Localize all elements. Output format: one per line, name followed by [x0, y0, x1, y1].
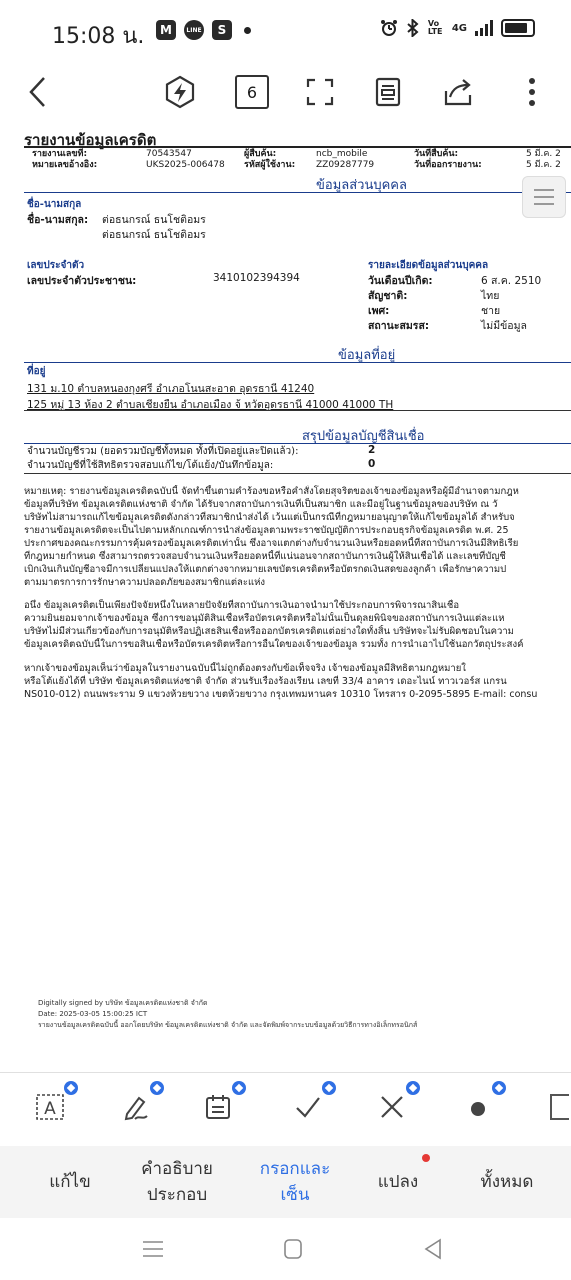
note-line: หรือโต้แย้งได้ที่ บริษัท ข้อมูลเครดิตแห่งชาติ จำกัด ส่วนรับเรื่องร้องเรียน เลขที่ 33/4 อาคาร เดอะไนน์ ทาวเวอร์ส แกรน	[24, 676, 507, 687]
premium-badge-icon	[232, 1081, 246, 1095]
home-icon	[276, 1234, 310, 1264]
id-label: เลขประจำตัวประชาชน:	[27, 275, 137, 287]
notification-dot-icon	[422, 1154, 430, 1162]
tab-edit[interactable]	[30, 1146, 110, 1218]
chevron-left-icon	[26, 75, 50, 109]
pen-sign-icon	[121, 1092, 151, 1122]
id-value: 3410102394394	[213, 272, 300, 284]
total-accounts-value: 2	[368, 444, 376, 456]
premium-badge-icon	[322, 1081, 336, 1095]
tab-comment-label	[141, 1156, 213, 1208]
address-heading: ข้อมูลที่อยู่	[338, 348, 396, 363]
dob-value: 6 ส.ค. 2510	[481, 275, 542, 287]
tab-edit-label: แก้ไข	[49, 1172, 91, 1192]
line-icon: LINE	[184, 20, 204, 40]
ref-no-label: หมายเลขอ้างอิง:	[32, 160, 98, 170]
page-count: 6	[235, 75, 269, 109]
back-nav-button[interactable]	[416, 1234, 450, 1264]
name-label: ชื่อ-นามสกุล:	[27, 214, 89, 226]
address-subheading: ที่อยู่	[27, 366, 46, 377]
premium-badge-icon	[64, 1081, 78, 1095]
ref-no: UKS2025-006478	[146, 160, 225, 170]
signature-line-2: Date: 2025-03-05 15:00:25 ICT	[38, 1010, 148, 1018]
dot-icon	[463, 1092, 493, 1122]
share-icon	[442, 77, 474, 107]
note-line: บริษัทไม่สามารถแก้ไขข้อมูลเครดิตดังกล่าวที่สมาชิกนำส่งได้ เว้นแต่เป็นกรณีที่กฎหมายอนุญาตให้แก้ไขข้อมูลได้ สำหรับจ	[24, 512, 515, 523]
battery-icon	[501, 19, 535, 37]
note-line: ประกาศของคณะกรรมการคุ้มครองข้อมูลเครดิตเท่านั้น ซึ่งอาจแตกต่างกับจำนวนเงินหรือยอดหนี้ที่สถาบันการเงินมีสิทธิเรีย	[24, 538, 519, 549]
note-line: บริษัทไม่มีส่วนเกี่ยวข้องกับการอนุมัติหรือปฏิเสธสินเชื่อหรือออกบัตรเครดิตแต่อย่างใดทั้งสิ้น บริษัทจะไม่รับผิดชอบในความ	[24, 626, 514, 637]
name-heading: ชื่อ-นามสกุล	[27, 199, 82, 210]
volte-label: Vo LTE	[427, 19, 443, 36]
status-right-icons	[380, 19, 535, 37]
premium-badge-icon	[492, 1081, 506, 1095]
rectangle-tool-icon	[539, 1092, 569, 1122]
dispute-accounts-value: 0	[368, 458, 376, 470]
tab-convert-label: แปลง	[377, 1172, 419, 1192]
signature-tool-button[interactable]	[116, 1087, 156, 1127]
note-line: เบิกเงินเกินบัญชีอาจมีการเปลี่ยนแปลงให้แตกต่างจากหมายเลขบัตรเครดิตหรือบัตรกดเงินสดของลูกค้า เพื่อรักษาความป	[24, 564, 507, 575]
pdf-document[interactable]	[0, 128, 571, 1068]
fill-sign-toolbar	[0, 1072, 571, 1145]
personal-info-heading: ข้อมูลส่วนบุคคล	[316, 178, 407, 193]
query-date-label: วันที่สืบค้น:	[414, 149, 459, 159]
document-view-icon	[374, 77, 402, 107]
menu-line-icon	[534, 196, 554, 198]
system-navigation-bar	[0, 1218, 571, 1280]
date-tool-button[interactable]	[198, 1087, 238, 1127]
id-heading: เลขประจำตัว	[27, 260, 85, 271]
more-notifications-icon	[244, 27, 251, 34]
checkmark-icon	[293, 1092, 323, 1122]
name-value-2: ต่อธนกรณ์ ธนโชติอมร	[102, 229, 206, 241]
address-bottom-divider	[24, 410, 571, 411]
calendar-icon	[203, 1092, 233, 1122]
more-tools-button[interactable]	[536, 1087, 571, 1127]
signature-line-3: รายงานข้อมูลเครดิตฉบับนี้ ออกโดยบริษัท ข้อมูลเครดิตแห่งชาติ จำกัด และจัดพิมพ์จากระบบข้อมูลด้วยวิธีการทางอิเล็กทรอนิกส์	[38, 1021, 418, 1029]
note-line: ที่กฎหมายกำหนด ซึ่งสามารถตรวจสอบจำนวนเงินหรือยอดหนี้ที่แน่นอนจากสถาบันการเงินผู้ให้สินเชื่อได้ และเลขที่บัญชี	[24, 551, 506, 562]
cross-icon	[377, 1092, 407, 1122]
dispute-accounts-label: จำนวนบัญชีที่ใช้สิทธิตรวจสอบแก้ไข/โต้แย้ง/บันทึกข้อมูล:	[27, 460, 274, 471]
menu-line-icon	[534, 189, 554, 191]
home-button[interactable]	[276, 1234, 310, 1264]
report-date-label: วันที่ออกรายงาน:	[414, 160, 482, 170]
menu-line-icon	[534, 203, 554, 205]
note-line: ข้อมูลที่บริษัท ข้อมูลเครดิตแห่งชาติ จำกัด ได้รับจากสถาบันการเงินที่เป็นสมาชิก และมีอยู่ในฐานข้อมูลของบริษัท ณ วั	[24, 499, 498, 510]
svg-text:A: A	[44, 1099, 56, 1119]
checkmark-tool-button[interactable]	[288, 1087, 328, 1127]
premium-badge-icon	[150, 1081, 164, 1095]
note-line: รายงานข้อมูลเครดิตจะเป็นไปตามหลักเกณฑ์การนำส่งข้อมูลตามพระราชบัญญัติการประกอบธุรกิจข้อมูลเครดิต พ.ศ. 25	[24, 525, 509, 536]
report-no: 70543547	[146, 149, 192, 159]
tab-all[interactable]	[452, 1146, 562, 1218]
dob-label: วันเดือนปีเกิด:	[368, 275, 433, 287]
tab-fill-and-sign-label	[260, 1156, 330, 1208]
note-line: ความยินยอมจากเจ้าของข้อมูล ซึ่งการขอนุมัติสินเชื่อหรือบัตรเครดิตหรือไม่นั้นเป็นดุลยพินิจของสถาบันการเงินแต่ละแห	[24, 613, 505, 624]
viewer-toolbar	[0, 62, 571, 122]
total-accounts-label: จำนวนบัญชีรวม (ยอดรวมบัญชีทั้งหมด ทั้งที่เปิดอยู่และปิดแล้ว):	[27, 446, 299, 457]
text-tool-button[interactable]	[30, 1087, 70, 1127]
reading-mode-button[interactable]	[370, 74, 406, 110]
status-app-icons	[156, 20, 251, 40]
personal-detail-heading: รายละเอียดข้อมูลส่วนบุคคล	[368, 260, 489, 271]
share-button[interactable]	[440, 74, 476, 110]
nationality-label: สัญชาติ:	[368, 290, 408, 302]
ai-assistant-button[interactable]	[162, 74, 198, 110]
note-line: หากเจ้าของข้อมูลเห็นว่าข้อมูลในรายงานฉบับนี้ไม่ถูกต้องตรงกับข้อเท็จจริง เจ้าของข้อมูลมีสิทธิตามกฎหมายใ	[24, 663, 466, 674]
tab-comment-label-line-1: คำอธิบาย	[141, 1159, 213, 1179]
note-line: ข้อมูลเครดิตฉบับนี้ในการขอสินเชื่อหรือบัตรเครดิตหรือการอื่นใดของเจ้าของข้อมูล รวมทั้ง การนำเอาไปใช้นอกวัตถุประสงค์	[24, 639, 524, 650]
account-bottom-divider	[24, 473, 571, 474]
bluetooth-icon	[406, 19, 420, 37]
sex-value: ชาย	[481, 305, 501, 317]
premium-badge-icon	[406, 1081, 420, 1095]
note-line: อนึ่ง ข้อมูลเครดิตเป็นเพียงปัจจัยหนึ่งในหลายปัจจัยที่สถาบันการเงินอาจนำมาใช้ประกอบการพิจารณาสินเชื่อ	[24, 600, 460, 611]
status-time: 15:08 น.	[52, 24, 145, 49]
account-summary-heading: สรุปข้อมูลบัญชีสินเชื่อ	[302, 429, 425, 444]
text-field-icon	[35, 1092, 65, 1122]
address-divider	[24, 362, 571, 363]
dot-tool-button[interactable]	[458, 1087, 498, 1127]
more-vertical-icon	[528, 77, 536, 107]
query-date: 5 มี.ค. 2	[526, 149, 561, 159]
sex-label: เพศ:	[368, 305, 390, 317]
status-bar	[0, 0, 571, 60]
user-code-label: รหัสผู้ใช้งาน:	[244, 160, 296, 170]
alarm-icon	[380, 19, 398, 37]
note-line: NS010-012) ถนนพระราม 9 แขวงห้วยขวาง เขตห้วยขวาง กรุงเทพมหานคร 10310 โทรสาร 0-2095-5895 E-mail: consu	[24, 689, 538, 700]
tab-fill-and-sign[interactable]	[240, 1146, 350, 1218]
address-line-1: 131 ม.10 ตำบลหนองกุงศรี อำเภอโนนสะอาด อุดรธานี 41240	[27, 383, 315, 395]
more-options-button[interactable]	[514, 74, 550, 110]
network-label: 4G	[451, 22, 467, 34]
signal-icon	[475, 20, 493, 36]
document-title: รายงานข้อมูลเครดิต	[24, 131, 157, 149]
tab-fill-and-sign-label-line-1: กรอกและ	[259, 1159, 331, 1179]
lightning-hexagon-icon	[163, 75, 197, 109]
recent-apps-button[interactable]	[136, 1234, 170, 1264]
requester-label: ผู้สืบค้น:	[244, 149, 277, 159]
report-date: 5 มี.ค. 2	[526, 160, 561, 170]
recent-apps-icon	[136, 1234, 170, 1264]
fullscreen-button[interactable]	[302, 74, 338, 110]
gmail-icon: M	[156, 20, 176, 40]
bottom-tab-bar	[0, 1146, 571, 1218]
cross-tool-button[interactable]	[372, 1087, 412, 1127]
report-no-label: รายงานเลขที่:	[32, 149, 88, 159]
tab-convert[interactable]	[360, 1146, 436, 1218]
address-line-2: 125 หมู่ 13 ห้อง 2 ตำบลเชียงยืน อำเภอเมือง จ้ หวัดอุดรธานี 41000 41000 TH	[27, 399, 394, 411]
fullscreen-icon	[305, 77, 335, 107]
marital-value: ไม่มีข้อมูล	[481, 320, 527, 332]
tab-comment[interactable]	[122, 1146, 232, 1218]
tab-fill-and-sign-label-line-2: เซ็น	[280, 1185, 310, 1205]
signature-line-1: Digitally signed by บริษัท ข้อมูลเครดิตแห่งชาติ จำกัด	[38, 999, 208, 1007]
marital-label: สถานะสมรส:	[368, 320, 430, 332]
name-value-1: ต่อธนกรณ์ ธนโชติอมร	[102, 214, 206, 226]
s-app-icon: S	[212, 20, 232, 40]
nationality-value: ไทย	[481, 290, 500, 302]
tab-comment-label-line-2: ประกอบ	[146, 1185, 208, 1205]
note-line: ตามมาตรการการรักษาความปลอดภัยของสมาชิกแต่ละแห่ง	[24, 577, 265, 588]
document-menu-button[interactable]	[522, 176, 566, 218]
tab-all-label: ทั้งหมด	[480, 1172, 534, 1192]
note-line: หมายเหตุ: รายงานข้อมูลเครดิตฉบับนี้ จัดทำขึ้นตามคำร้องขอหรือคำสั่งโดยสุจริตของเจ้าของข้อมูลหรือผู้มีอำนาจตามกฎห	[24, 486, 519, 497]
personal-info-divider	[24, 192, 571, 193]
user-code: ZZ09287779	[316, 160, 375, 170]
back-button[interactable]	[20, 74, 56, 110]
title-divider	[24, 146, 571, 148]
requester: ncb_mobile	[316, 149, 368, 159]
back-triangle-icon	[416, 1234, 450, 1264]
page-count-button[interactable]	[234, 74, 270, 110]
